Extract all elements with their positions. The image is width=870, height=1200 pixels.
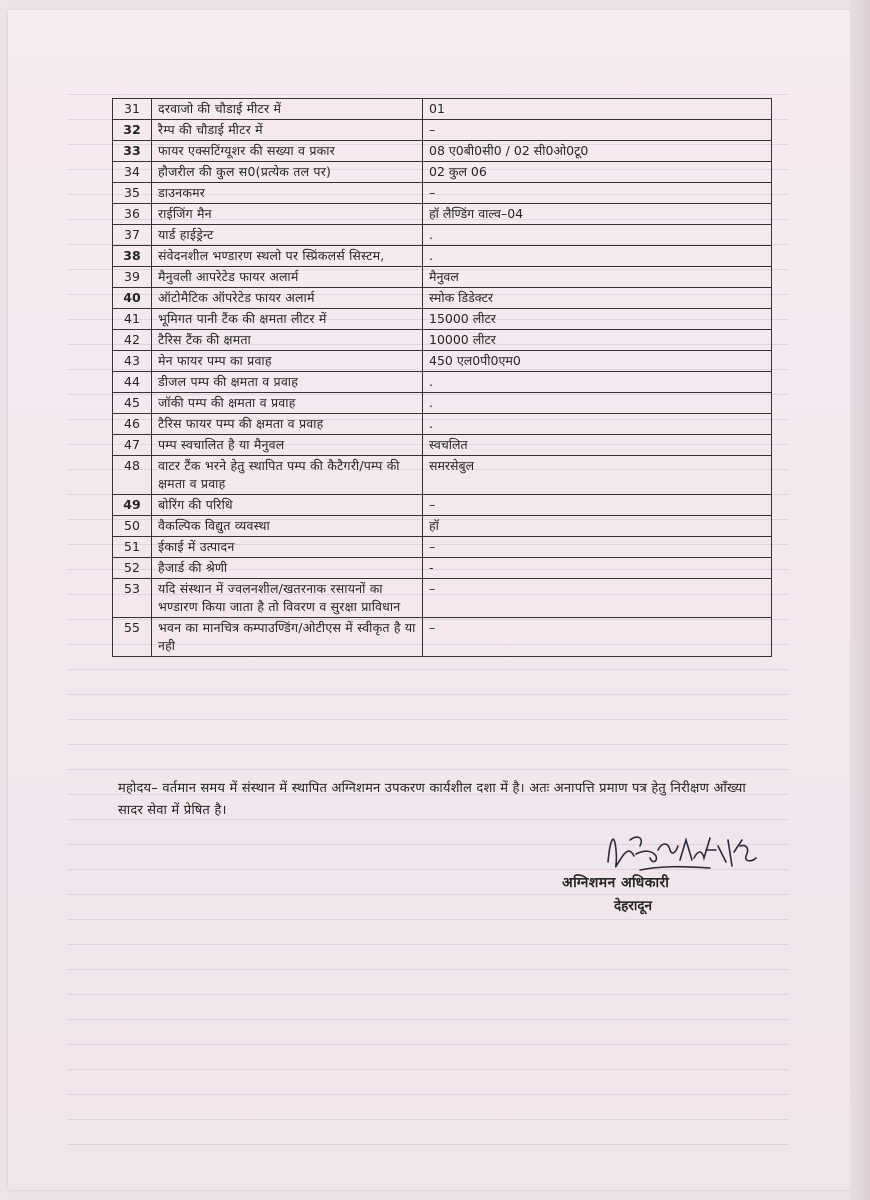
table-row — [113, 516, 772, 537]
row-value: – — [423, 537, 772, 558]
row-number: 46 — [113, 414, 152, 435]
row-number: 44 — [113, 372, 152, 393]
table-row — [113, 120, 772, 141]
row-number: 53 — [113, 579, 152, 618]
row-value: मैनुवल — [423, 267, 772, 288]
row-label: ऑटोमैटिक ऑपरेटेड फायर अलार्म — [152, 288, 423, 309]
table-row — [113, 393, 772, 414]
table-row — [113, 537, 772, 558]
row-label: वाटर टैंक भरने हेतु स्थापित पम्प की कैटैगरी/पम्प की क्षमता व प्रवाह — [152, 456, 423, 495]
table-row — [113, 141, 772, 162]
table-row — [113, 435, 772, 456]
row-number: 45 — [113, 393, 152, 414]
row-number: 55 — [113, 618, 152, 657]
row-number: 51 — [113, 537, 152, 558]
row-label: हैजार्ड की श्रेणी — [152, 558, 423, 579]
row-number: 40 — [113, 288, 152, 309]
row-label: भूमिगत पानी टैंक की क्षमता लीटर में — [152, 309, 423, 330]
row-value: – — [423, 120, 772, 141]
row-number: 49 — [113, 495, 152, 516]
table-row — [113, 495, 772, 516]
table-row — [113, 309, 772, 330]
table-row — [113, 183, 772, 204]
table-row — [113, 579, 772, 618]
row-value: . — [423, 414, 772, 435]
row-label: बोरिंग की परिधि — [152, 495, 423, 516]
row-number: 38 — [113, 246, 152, 267]
row-number: 47 — [113, 435, 152, 456]
table-row — [113, 414, 772, 435]
row-value: समरसेबुल — [423, 456, 772, 495]
fire-safety-table — [112, 98, 772, 657]
row-value: 450 एल0पी0एम0 — [423, 351, 772, 372]
row-label: फायर एक्सटिंग्यूशर की सख्या व प्रकार — [152, 141, 423, 162]
signatory-title: अग्निशमन अधिकारी — [562, 875, 670, 891]
row-value: हॉ लैण्डिंग वाल्व–04 — [423, 204, 772, 225]
row-value: 02 कुल 06 — [423, 162, 772, 183]
table-row — [113, 456, 772, 495]
row-label: यदि संस्थान में ज्वलनशील/खतरनाक रसायनों का भण्डारण किया जाता है तो विवरण व सुरक्षा प्राविधान — [152, 579, 423, 618]
row-label: टैरिस फायर पम्प की क्षमता व प्रवाह — [152, 414, 423, 435]
row-number: 33 — [113, 141, 152, 162]
row-label: टैरिस टैंक की क्षमता — [152, 330, 423, 351]
table-row — [113, 330, 772, 351]
row-label: मैनुवली आपरेटेड फायर अलार्म — [152, 267, 423, 288]
table-row — [113, 618, 772, 657]
table-row — [113, 225, 772, 246]
row-value: 01 — [423, 99, 772, 120]
row-value: 08 ए0बी0सी0 / 02 सी0ओ0टू0 — [423, 141, 772, 162]
row-number: 43 — [113, 351, 152, 372]
row-value: – — [423, 183, 772, 204]
row-number: 48 — [113, 456, 152, 495]
signatory-place: देहरादून — [614, 898, 653, 914]
row-label: भवन का मानचित्र कम्पाउण्डिंग/ओटीएस में स्वीकृत है या नही — [152, 618, 423, 657]
row-label: मेन फायर पम्प का प्रवाह — [152, 351, 423, 372]
row-value: स्मोक डिडेक्टर — [423, 288, 772, 309]
row-label: संवेदनशील भण्डारण स्थलो पर स्प्रिंकलर्स सिस्टम, — [152, 246, 423, 267]
table-row — [113, 246, 772, 267]
table-row — [113, 99, 772, 120]
row-value: . — [423, 225, 772, 246]
row-number: 31 — [113, 99, 152, 120]
table-row — [113, 162, 772, 183]
row-label: हौजरील की कुल स0(प्रत्येक तल पर) — [152, 162, 423, 183]
row-label: पम्प स्वचालित है या मैनुवल — [152, 435, 423, 456]
row-label: दरवाजो की चौडाई मीटर में — [152, 99, 423, 120]
row-number: 34 — [113, 162, 152, 183]
row-number: 41 — [113, 309, 152, 330]
row-number: 39 — [113, 267, 152, 288]
row-value: – — [423, 495, 772, 516]
row-label: यार्ड हाईड्रेन्ट — [152, 225, 423, 246]
row-label: राईजिंग मैन — [152, 204, 423, 225]
row-number: 37 — [113, 225, 152, 246]
row-value: . — [423, 393, 772, 414]
table-row — [113, 288, 772, 309]
row-number: 32 — [113, 120, 152, 141]
row-number: 52 — [113, 558, 152, 579]
row-label: डीजल पम्प की क्षमता व प्रवाह — [152, 372, 423, 393]
row-number: 36 — [113, 204, 152, 225]
row-value: . — [423, 246, 772, 267]
row-value: 10000 लीटर — [423, 330, 772, 351]
row-number: 50 — [113, 516, 152, 537]
closing-note: महोदय– वर्तमान समय में संस्थान में स्थापित अग्निशमन उपकरण कार्यशील दशा में है। अतः अनापत्ति प्रमाण पत्र हेतु निरीक्षण आँख्या सादर सेवा में प्रेषित है। — [118, 781, 746, 818]
row-label: जॉकी पम्प की क्षमता व प्रवाह — [152, 393, 423, 414]
table-row — [113, 372, 772, 393]
row-value: स्वचलित — [423, 435, 772, 456]
page-edge — [850, 0, 870, 1200]
row-value: – — [423, 618, 772, 657]
row-label: ईकाई में उत्पादन — [152, 537, 423, 558]
row-value: – — [423, 579, 772, 618]
row-number: 35 — [113, 183, 152, 204]
table-row — [113, 204, 772, 225]
row-value: 15000 लीटर — [423, 309, 772, 330]
row-label: वैकल्पिक विद्युत व्यवस्था — [152, 516, 423, 537]
row-label: रैम्प की चौडाई मीटर में — [152, 120, 423, 141]
row-label: डाउनकमर — [152, 183, 423, 204]
row-number: 42 — [113, 330, 152, 351]
table-row — [113, 267, 772, 288]
row-value: - — [423, 558, 772, 579]
row-value: . — [423, 372, 772, 393]
table-row — [113, 558, 772, 579]
row-value: हॉ — [423, 516, 772, 537]
table-row — [113, 351, 772, 372]
